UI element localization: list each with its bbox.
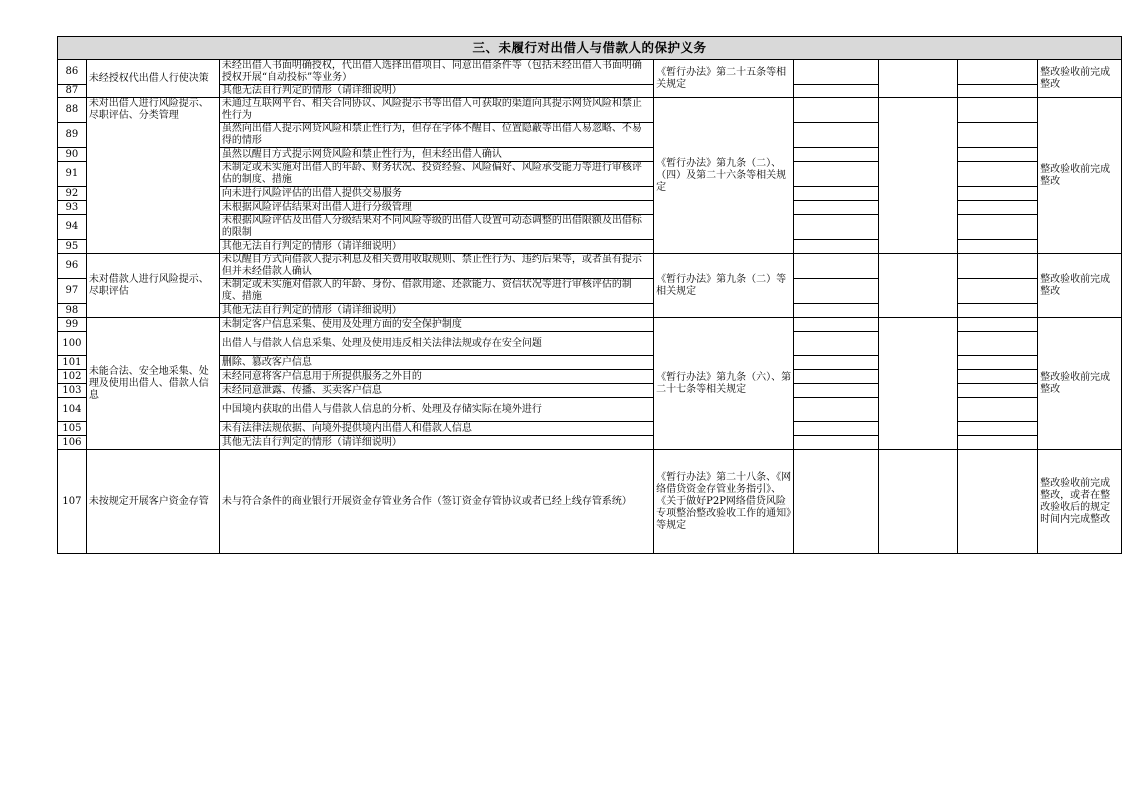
blank-cell bbox=[794, 279, 878, 304]
item-number: 87 bbox=[58, 85, 87, 98]
blank-cell bbox=[794, 162, 878, 187]
blank-cell bbox=[794, 356, 878, 370]
item-description: 未与符合条件的商业银行开展资金存管业务合作（签订资金存管协议或者已经上线存管系统） bbox=[219, 450, 653, 554]
blank-cell bbox=[794, 148, 878, 162]
item-description: 未根据风险评估及出借人分级结果对不同风险等级的出借人设置可动态调整的出借限额及出借标的限制 bbox=[219, 215, 653, 240]
item-number: 104 bbox=[58, 398, 87, 422]
item-number: 101 bbox=[58, 356, 87, 370]
category-cell: 未经授权代出借人行使决策 bbox=[86, 60, 219, 98]
blank-cell bbox=[957, 384, 1037, 398]
blank-cell bbox=[957, 279, 1037, 304]
blank-cell bbox=[794, 304, 878, 318]
item-number: 97 bbox=[58, 279, 87, 304]
blank-cell bbox=[957, 148, 1037, 162]
item-number: 86 bbox=[58, 60, 87, 85]
blank-cell bbox=[957, 162, 1037, 187]
item-description: 向未进行风险评估的出借人提供交易服务 bbox=[219, 187, 653, 201]
category-cell: 未对借款人进行风险提示、尽职评估 bbox=[86, 254, 219, 318]
item-description: 未经同意将客户信息用于所提供服务之外目的 bbox=[219, 370, 653, 384]
section-title: 三、未履行对出借人与借款人的保护义务 bbox=[58, 37, 1122, 60]
category-cell: 未能合法、安全地采集、处理及使用出借人、借款人信息 bbox=[86, 318, 219, 450]
item-description: 虽然以醒目方式提示网贷风险和禁止性行为，但未经出借人确认 bbox=[219, 148, 653, 162]
blank-cell bbox=[957, 332, 1037, 356]
item-description: 未以醒目方式向借款人提示利息及相关费用收取规则、禁止性行为、违约后果等，或者虽有提示但并未经借款人确认 bbox=[219, 254, 653, 279]
blank-cell bbox=[794, 450, 878, 554]
item-number: 88 bbox=[58, 98, 87, 123]
item-number: 96 bbox=[58, 254, 87, 279]
item-description: 其他无法自行判定的情形（请详细说明） bbox=[219, 304, 653, 318]
blank-cell bbox=[794, 215, 878, 240]
table-body bbox=[58, 37, 1122, 554]
blank-cell bbox=[794, 187, 878, 201]
blank-cell bbox=[957, 187, 1037, 201]
blank-cell bbox=[794, 254, 878, 279]
rectification-table bbox=[57, 36, 1122, 554]
item-number: 95 bbox=[58, 240, 87, 254]
table-row bbox=[58, 450, 1122, 554]
blank-cell bbox=[957, 85, 1037, 98]
deadline-cell: 整改验收前完成整改 bbox=[1038, 98, 1122, 254]
item-number: 99 bbox=[58, 318, 87, 332]
blank-merged-cell bbox=[878, 98, 957, 254]
blank-cell bbox=[794, 436, 878, 450]
table-row bbox=[58, 98, 1122, 123]
blank-cell bbox=[957, 215, 1037, 240]
blank-cell bbox=[794, 60, 878, 85]
item-description: 未制定或未实施对借款人的年龄、身份、借款用途、还款能力、资信状况等进行审核评估的制度、措施 bbox=[219, 279, 653, 304]
item-description: 虽然向出借人提示网贷风险和禁止性行为，但存在字体不醒目、位置隐蔽等出借人易忽略、不易得的情形 bbox=[219, 123, 653, 148]
deadline-cell: 整改验收前完成整改 bbox=[1038, 254, 1122, 318]
blank-cell bbox=[794, 85, 878, 98]
legal-basis-cell: 《暂行办法》第九条（二）、（四）及第二十六条等相关规定 bbox=[654, 98, 794, 254]
blank-cell bbox=[957, 98, 1037, 123]
blank-cell bbox=[957, 201, 1037, 215]
blank-cell bbox=[794, 318, 878, 332]
category-cell: 未按规定开展客户资金存管 bbox=[86, 450, 219, 554]
item-description: 其他无法自行判定的情形（请详细说明） bbox=[219, 240, 653, 254]
blank-cell bbox=[794, 123, 878, 148]
item-description: 其他无法自行判定的情形（请详细说明） bbox=[219, 436, 653, 450]
legal-basis-cell: 《暂行办法》第二十五条等相关规定 bbox=[654, 60, 794, 98]
blank-merged-cell bbox=[878, 318, 957, 450]
item-number: 105 bbox=[58, 422, 87, 436]
blank-merged-cell bbox=[878, 254, 957, 318]
blank-cell bbox=[957, 240, 1037, 254]
item-number: 103 bbox=[58, 384, 87, 398]
blank-cell bbox=[957, 370, 1037, 384]
item-number: 107 bbox=[58, 450, 87, 554]
blank-cell bbox=[794, 332, 878, 356]
item-number: 98 bbox=[58, 304, 87, 318]
legal-basis-cell: 《暂行办法》第二十八条、《网络借贷资金存管业务指引》、《关于做好P2P网络借贷风险专项整治整改验收工作的通知》等规定 bbox=[654, 450, 794, 554]
blank-cell bbox=[957, 356, 1037, 370]
item-description: 未通过互联网平台、相关合同协议、风险提示书等出借人可获取的渠道向其提示网贷风险和禁止性行为 bbox=[219, 98, 653, 123]
table-row bbox=[58, 60, 1122, 85]
item-description: 未经同意泄露、传播、买卖客户信息 bbox=[219, 384, 653, 398]
item-number: 91 bbox=[58, 162, 87, 187]
item-description: 未根据风险评估结果对出借人进行分级管理 bbox=[219, 201, 653, 215]
table-row bbox=[58, 254, 1122, 279]
item-number: 90 bbox=[58, 148, 87, 162]
item-description: 未制定或未实施对出借人的年龄、财务状况、投资经验、风险偏好、风险承受能力等进行审核评估的制度、措施 bbox=[219, 162, 653, 187]
category-cell: 未对出借人进行风险提示、尽职评估、分类管理 bbox=[86, 98, 219, 254]
blank-cell bbox=[794, 384, 878, 398]
blank-cell bbox=[794, 240, 878, 254]
blank-cell bbox=[957, 123, 1037, 148]
table-row bbox=[58, 318, 1122, 332]
blank-cell bbox=[957, 304, 1037, 318]
item-description: 中国境内获取的出借人与借款人信息的分析、处理及存储实际在境外进行 bbox=[219, 398, 653, 422]
blank-cell bbox=[794, 398, 878, 422]
blank-cell bbox=[794, 201, 878, 215]
item-description: 删除、篡改客户信息 bbox=[219, 356, 653, 370]
blank-cell bbox=[794, 422, 878, 436]
item-description: 未有法律法规依据、向境外提供境内出借人和借款人信息 bbox=[219, 422, 653, 436]
item-description: 其他无法自行判定的情形（请详细说明） bbox=[219, 85, 653, 98]
blank-merged-cell bbox=[878, 60, 957, 98]
blank-cell bbox=[957, 318, 1037, 332]
blank-cell bbox=[957, 422, 1037, 436]
blank-cell bbox=[794, 370, 878, 384]
item-number: 100 bbox=[58, 332, 87, 356]
deadline-cell: 整改验收前完成整改 bbox=[1038, 60, 1122, 98]
blank-cell bbox=[957, 436, 1037, 450]
item-number: 106 bbox=[58, 436, 87, 450]
item-number: 92 bbox=[58, 187, 87, 201]
legal-basis-cell: 《暂行办法》第九条（六）、第二十七条等相关规定 bbox=[654, 318, 794, 450]
blank-cell bbox=[957, 398, 1037, 422]
item-number: 94 bbox=[58, 215, 87, 240]
blank-cell bbox=[957, 254, 1037, 279]
legal-basis-cell: 《暂行办法》第九条（二）等相关规定 bbox=[654, 254, 794, 318]
deadline-cell: 整改验收前完成整改，或者在整改验收后的规定时间内完成整改 bbox=[1038, 450, 1122, 554]
item-number: 89 bbox=[58, 123, 87, 148]
deadline-cell: 整改验收前完成整改 bbox=[1038, 318, 1122, 450]
blank-cell bbox=[794, 98, 878, 123]
item-description: 未经出借人书面明确授权，代出借人选择出借项目、同意出借条件等（包括未经出借人书面明确授权开展“自动投标”等业务） bbox=[219, 60, 653, 85]
item-description: 出借人与借款人信息采集、处理及使用违反相关法律法规或存在安全问题 bbox=[219, 332, 653, 356]
item-number: 93 bbox=[58, 201, 87, 215]
item-description: 未制定客户信息采集、使用及处理方面的安全保护制度 bbox=[219, 318, 653, 332]
blank-cell bbox=[957, 60, 1037, 85]
blank-cell bbox=[957, 450, 1037, 554]
item-number: 102 bbox=[58, 370, 87, 384]
blank-merged-cell bbox=[878, 450, 957, 554]
section-header-row bbox=[58, 37, 1122, 60]
